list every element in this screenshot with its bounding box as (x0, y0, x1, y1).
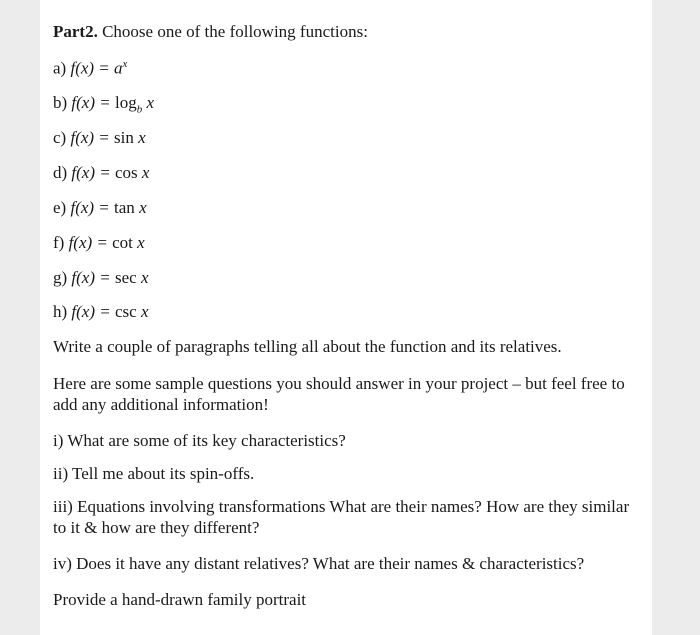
option-label: h) (53, 302, 68, 321)
function-option-d (53, 163, 149, 183)
part-label: Part2. (53, 22, 98, 41)
option-label: f) (53, 233, 65, 252)
part-heading (53, 22, 368, 42)
option-label: b) (53, 93, 68, 112)
function-option-c (53, 128, 146, 148)
function-lhs: f(x) = (70, 198, 115, 217)
function-argument: x (134, 198, 147, 217)
function-lhs: f(x) = (71, 268, 115, 287)
function-option-a (53, 58, 127, 79)
question-2: ii) Tell me about its spin-offs. (53, 464, 255, 483)
function-lhs: f(x) = (71, 302, 115, 321)
function-option-b (53, 93, 154, 115)
option-label: d) (53, 163, 68, 182)
function-argument: x (137, 163, 150, 182)
function-lhs: f(x) = (71, 93, 115, 112)
function-option-h (53, 302, 149, 322)
sample-questions-intro: Here are some sample questions you should answer in your project – but feel free to add any additional information! (53, 374, 625, 414)
option-label: a) (53, 58, 67, 78)
part-instruction: Choose one of the following functions: (97, 22, 368, 41)
function-argument: x (133, 128, 146, 147)
document-page (40, 0, 652, 635)
function-lhs: f(x) = (68, 233, 113, 252)
function-argument: x (136, 302, 149, 321)
question-4: iv) Does it have any distant relatives? What are their names & characteristics? (53, 554, 585, 573)
option-label: c) (53, 128, 67, 147)
option-label: e) (53, 198, 67, 217)
function-argument: x (142, 93, 155, 112)
function-lhs: f(x) = (70, 58, 115, 78)
function-name: tan (114, 198, 135, 217)
function-option-e (53, 198, 147, 218)
function-lhs: f(x) = (71, 163, 115, 182)
portrait-instruction: Provide a hand-drawn family portrait (53, 590, 307, 609)
function-name: log (114, 93, 137, 112)
function-name: sec (114, 268, 137, 287)
question-3: iii) Equations involving transformations What are their names? How are they similar to it & how are they different? (53, 497, 630, 537)
function-name: cot (112, 233, 133, 252)
option-label: g) (53, 268, 68, 287)
function-lhs: f(x) = (70, 128, 115, 147)
function-argument: x (136, 268, 149, 287)
question-1: i) What are some of its key characteristics? (53, 431, 346, 450)
function-exponent: x (122, 58, 128, 70)
function-name: sin (114, 128, 134, 147)
function-option-f (53, 233, 145, 253)
function-subscript: b (136, 103, 143, 116)
function-base: a (114, 58, 123, 78)
function-argument: x (132, 233, 145, 252)
function-name: cos (114, 163, 138, 182)
write-instruction: Write a couple of paragraphs telling all about the function and its relatives. (53, 337, 562, 356)
function-option-g (53, 268, 149, 288)
function-name: csc (114, 302, 137, 321)
